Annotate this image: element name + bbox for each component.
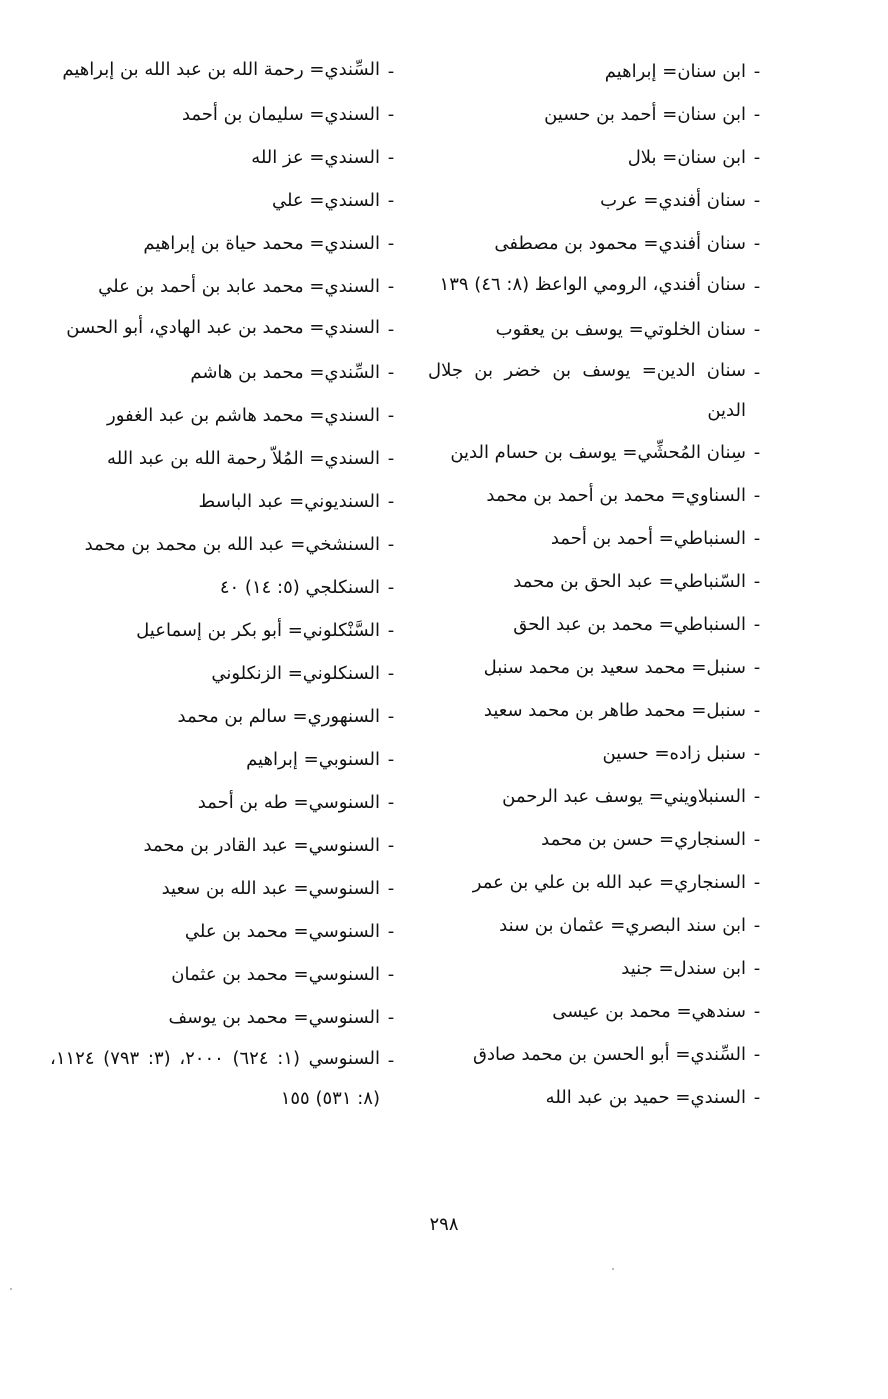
entry-text: السنوسي= محمد بن علي — [184, 921, 380, 942]
entry-dash: - — [753, 319, 761, 340]
entry-text: السندي= المُلاّ رحمة الله بن عبد الله — [107, 448, 380, 469]
entry-dash: - — [387, 706, 395, 727]
entry-text: السِّندي= رحمة الله بن عبد الله بن إبراهيم — [62, 59, 380, 80]
entry-text: ابن سندل= جنيد — [621, 958, 746, 979]
index-entry — [428, 775, 768, 818]
entry-text: السندي= محمد بن عبد الهادي، أبو الحسن — [66, 317, 380, 338]
entry-dash: - — [387, 620, 395, 641]
entry-text: السندي= محمد حياة بن إبراهيم — [143, 233, 380, 254]
entry-dash: - — [753, 61, 761, 82]
entry-text: السندي= محمد عابد بن أحمد بن علي — [98, 276, 380, 297]
entry-text: سنبل= محمد سعيد بن محمد سنبل — [483, 657, 746, 678]
entry-dash: - — [753, 743, 761, 764]
entry-dash: - — [387, 534, 395, 555]
entry-text: السنوسي (١: ٦٢٤) ٢٠٠٠، (٣: ٧٩٣) ١١٢٤، (٨: ٥٣١) ١٥٥ — [50, 1048, 381, 1109]
entry-text: السندي= سليمان بن أحمد — [181, 104, 380, 125]
entry-text: سِنان المُحشِّي= يوسف بن حسام الدين — [450, 442, 746, 463]
entry-text: السنباطي= أحمد بن أحمد — [550, 528, 746, 549]
index-column-right — [428, 50, 768, 1119]
entry-dash: - — [387, 190, 395, 211]
entry-dash: - — [387, 276, 395, 297]
entry-dash: - — [753, 147, 761, 168]
entry-dash: - — [753, 528, 761, 549]
entry-dash: - — [753, 442, 761, 463]
entry-text: السنهوري= سالم بن محمد — [177, 706, 380, 727]
index-entry — [50, 50, 402, 93]
entry-dash: - — [753, 104, 761, 125]
entry-dash: - — [753, 829, 761, 850]
entry-text: السنجاري= عبد الله بن علي بن عمر — [472, 872, 746, 893]
entry-dash: - — [387, 577, 395, 598]
entry-text: السنديوني= عبد الباسط — [198, 491, 380, 512]
entry-text: السَّنْكلوني= أبو بكر بن إسماعيل — [136, 620, 380, 641]
entry-dash: - — [753, 233, 761, 254]
index-entry — [428, 93, 768, 136]
index-entry — [50, 781, 402, 824]
entry-dash: - — [387, 233, 395, 254]
index-entry — [428, 474, 768, 517]
index-entry — [50, 265, 402, 308]
index-entry — [50, 695, 402, 738]
index-entry — [428, 136, 768, 179]
entry-dash: - — [387, 835, 395, 856]
entry-dash: - — [387, 792, 395, 813]
index-entry — [428, 517, 768, 560]
index-entry — [50, 523, 402, 566]
index-entry — [50, 351, 402, 394]
entry-dash: - — [753, 362, 761, 383]
index-entry — [50, 1039, 402, 1119]
index-entry — [50, 738, 402, 781]
entry-text: سنان الخلوتي= يوسف بن يعقوب — [495, 319, 746, 340]
index-entry — [50, 308, 402, 351]
entry-text: السنوسي= محمد بن عثمان — [171, 964, 380, 985]
entry-text: السناوي= محمد بن أحمد بن محمد — [486, 485, 746, 506]
entry-text: السنشخي= عبد الله بن محمد بن محمد — [84, 534, 380, 555]
index-entry — [50, 93, 402, 136]
entry-text: السنكلجي (٥: ١٤) ٤٠ — [219, 577, 380, 598]
index-entry — [50, 566, 402, 609]
entry-text: السنوسي= طه بن أحمد — [197, 792, 380, 813]
index-entry — [50, 437, 402, 480]
entry-dash: - — [387, 964, 395, 985]
index-entry — [50, 136, 402, 179]
entry-dash: - — [387, 405, 395, 426]
entry-dash: - — [753, 614, 761, 635]
index-entry — [428, 560, 768, 603]
index-entry — [50, 652, 402, 695]
index-entry — [50, 910, 402, 953]
entry-text: السندي= علي — [271, 190, 380, 211]
entry-dash: - — [387, 147, 395, 168]
entry-dash: - — [387, 362, 395, 383]
entry-dash: - — [387, 448, 395, 469]
index-entry — [428, 1076, 768, 1119]
entry-text: السنوسي= عبد القادر بن محمد — [143, 835, 380, 856]
index-entry — [428, 222, 768, 265]
entry-text: السنوسي= محمد بن يوسف — [168, 1007, 380, 1028]
index-entry — [428, 689, 768, 732]
entry-text: سنبل زاده= حسين — [602, 743, 746, 764]
entry-text: السنوسي= عبد الله بن سعيد — [161, 878, 380, 899]
index-entry — [428, 179, 768, 222]
entry-text: السِّندي= محمد بن هاشم — [190, 362, 380, 383]
entry-dash: - — [387, 878, 395, 899]
entry-dash: - — [753, 1044, 761, 1065]
entry-dash: - — [387, 921, 395, 942]
entry-text: السّنباطي= عبد الحق بن محمد — [513, 571, 746, 592]
entry-dash: - — [753, 571, 761, 592]
index-entry — [50, 609, 402, 652]
index-entry — [50, 824, 402, 867]
entry-text: السندي= عز الله — [251, 147, 380, 168]
entry-dash: - — [753, 786, 761, 807]
entry-text: السِّندي= أبو الحسن بن محمد صادق — [473, 1044, 746, 1065]
index-entry — [428, 818, 768, 861]
entry-text: سندهي= محمد بن عيسى — [552, 1001, 746, 1022]
index-entry — [428, 947, 768, 990]
index-entry — [428, 904, 768, 947]
index-entry — [428, 861, 768, 904]
entry-text: سنان أفندي= محمود بن مصطفى — [494, 233, 746, 254]
index-entry — [50, 394, 402, 437]
index-entry — [428, 732, 768, 775]
index-entry — [428, 990, 768, 1033]
entry-dash: - — [387, 491, 395, 512]
index-entry — [428, 50, 768, 93]
entry-dash: - — [753, 700, 761, 721]
index-entry — [428, 351, 768, 431]
entry-dash: - — [753, 1087, 761, 1108]
entry-text: ابن سنان= بلال — [627, 147, 746, 168]
entry-text: السنباطي= محمد بن عبد الحق — [513, 614, 746, 635]
scan-speck — [612, 1268, 614, 1270]
entry-text: سنان الدين= يوسف بن خضر بن جلال الدين — [428, 360, 746, 421]
entry-text: السنكلوني= الزنكلوني — [211, 663, 380, 684]
entry-dash: - — [753, 958, 761, 979]
index-entry — [428, 265, 768, 308]
entry-text: ابن سنان= أحمد بن حسين — [544, 104, 746, 125]
entry-dash: - — [387, 61, 395, 82]
scan-speck — [10, 1288, 12, 1290]
entry-dash: - — [753, 485, 761, 506]
index-entry — [50, 222, 402, 265]
entry-dash: - — [387, 1007, 395, 1028]
entry-dash: - — [753, 872, 761, 893]
entry-text: سنبل= محمد طاهر بن محمد سعيد — [483, 700, 746, 721]
entry-text: ابن سند البصري= عثمان بن سند — [499, 915, 746, 936]
index-entry — [428, 431, 768, 474]
entry-dash: - — [753, 190, 761, 211]
index-entry — [428, 308, 768, 351]
index-entry — [50, 179, 402, 222]
entry-dash: - — [753, 657, 761, 678]
entry-dash: - — [753, 1001, 761, 1022]
entry-text: سنان أفندي، الرومي الواعظ (٨: ٤٦) ١٣٩ — [439, 274, 746, 295]
entry-text: السنبلاويني= يوسف عبد الرحمن — [502, 786, 746, 807]
index-entry — [50, 867, 402, 910]
entry-text: السندي= محمد هاشم بن عبد الغفور — [107, 405, 380, 426]
index-entry — [428, 646, 768, 689]
page-number: ٢٩٨ — [429, 1214, 459, 1235]
entry-dash: - — [387, 663, 395, 684]
entry-text: السنجاري= حسن بن محمد — [541, 829, 746, 850]
entry-dash: - — [753, 915, 761, 936]
entry-text: ابن سنان= إبراهيم — [604, 61, 746, 82]
entry-dash: - — [387, 319, 395, 340]
entry-dash: - — [387, 104, 395, 125]
index-entry — [50, 480, 402, 523]
index-entry — [428, 603, 768, 646]
entry-dash: - — [387, 749, 395, 770]
index-entry — [50, 996, 402, 1039]
index-entry — [50, 953, 402, 996]
index-column-left — [50, 50, 402, 1119]
entry-dash: - — [387, 1050, 395, 1071]
index-entry — [428, 1033, 768, 1076]
entry-text: السندي= حميد بن عبد الله — [545, 1087, 746, 1108]
entry-text: السنوبي= إبراهيم — [246, 749, 380, 770]
entry-text: سنان أفندي= عرب — [600, 190, 746, 211]
entry-dash: - — [753, 276, 761, 297]
